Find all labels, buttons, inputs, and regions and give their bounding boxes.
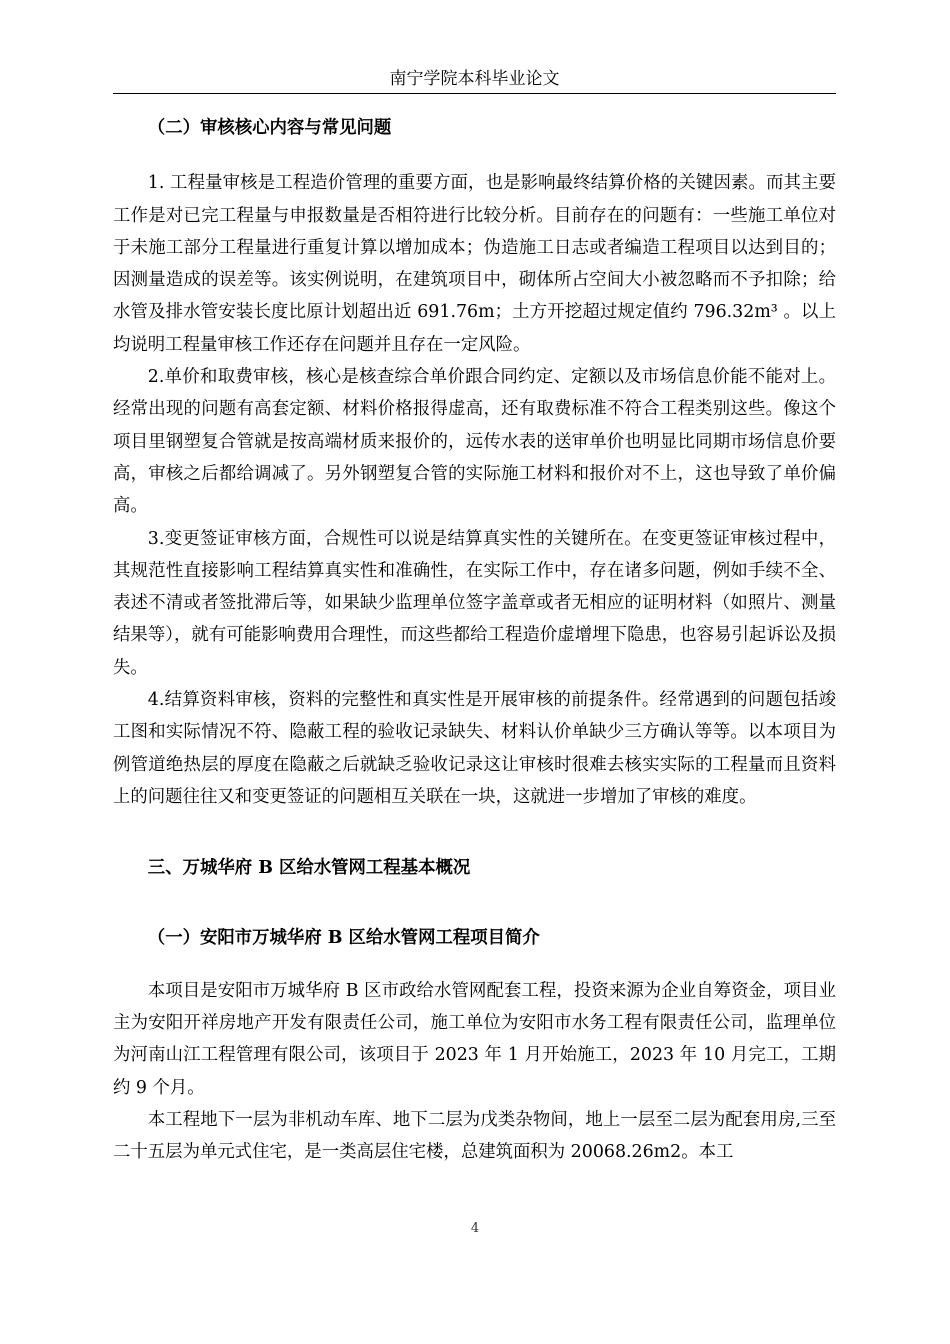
page-body [113,112,836,1169]
paragraph-quantity-audit: 1. 工程量审核是工程造价管理的重要方面，也是影响最终结算价格的关键因素。而其主要工作是对已完工程量与申报数量是否相符进行比较分析。目前存在的问题有：一些施工单位对于未施工部分工程量进行重复计算以增加成本；伪造施工日志或者编造工程项目以达到目的；因测量造成的误差等。该实例说明，在建筑项目中，砌体所占空间大小被忽略而不予扣除；给水管及排水管安装长度比原计划超出近 691.76m；土方开挖超过规定值约 796.32m³ 。以上均说明工程量审核工作还存在问题并且存在一定风险。 [113,173,836,355]
running-header: 南宁学院本科毕业论文 [389,69,560,89]
section-heading-project-overview: 三、万城华府 B 区给水管网工程基本概况 [147,858,471,879]
paragraph-change-visa-audit: 3.变更签证审核方面，合规性可以说是结算真实性的关键所在。在变更签证审核过程中，其规范性直接影响工程结算真实性和准确性，在实际工作中，存在诸多问题，例如手续不全、表述不清或者签批滞后等，如果缺少监理单位签字盖章或者无相应的证明材料（如照片、测量结果等），就有可能影响费用合理性，而这些都给工程造价虚增埋下隐患，也容易引起诉讼及损失。 [113,528,836,678]
paragraph-project-intro: 本项目是安阳市万城华府 B 区市政给水管网配套工程，投资来源为企业自筹资金，项目业主为安阳开祥房地产开发有限责任公司，施工单位为安阳市水务工程有限责任公司，监理单位为河南山江工程管理有限公司，该项目于 2023 年 1 月开始施工，2023 年 10 月完工，工期约 9 个月。 [113,980,836,1098]
paragraph-building-description: 本工程地下一层为非机动车库、地下二层为戊类杂物间，地上一层至二层为配套用房,三至二十五层为单元式住宅，是一类高层住宅楼，总建筑面积为 20068.26m2。本工 [113,1110,836,1163]
page-number: 4 [470,1221,480,1236]
subsection-heading-project-intro: （一）安阳市万城华府 B 区给水管网工程项目简介 [147,927,540,948]
subsection-heading-audit-content: （二）审核核心内容与常见问题 [147,118,392,138]
header-rule [113,93,836,94]
paragraph-unit-price-audit: 2.单价和取费审核，核心是核查综合单价跟合同约定、定额以及市场信息价能不能对上。经常出现的问题有高套定额、材料价格报得虚高，还有取费标准不符合工程类别这些。像这个项目里钢塑复合管就是按高端材质来报价的，远传水表的送审单价也明显比同期市场信息价要高，审核之后都给调减了。另外钢塑复合管的实际施工材料和报价对不上，这也导致了单价偏高。 [113,367,836,517]
paragraph-settlement-docs-audit: 4.结算资料审核，资料的完整性和真实性是开展审核的前提条件。经常遇到的问题包括竣工图和实际情况不符、隐蔽工程的验收记录缺失、材料认价单缺少三方确认等等。以本项目为例管道绝热层的厚度在隐蔽之后就缺乏验收记录这让审核时很难去核实实际的工程量而且资料上的问题往往又和变更签证的问题相互关联在一块，这就进一步增加了审核的难度。 [113,690,836,807]
